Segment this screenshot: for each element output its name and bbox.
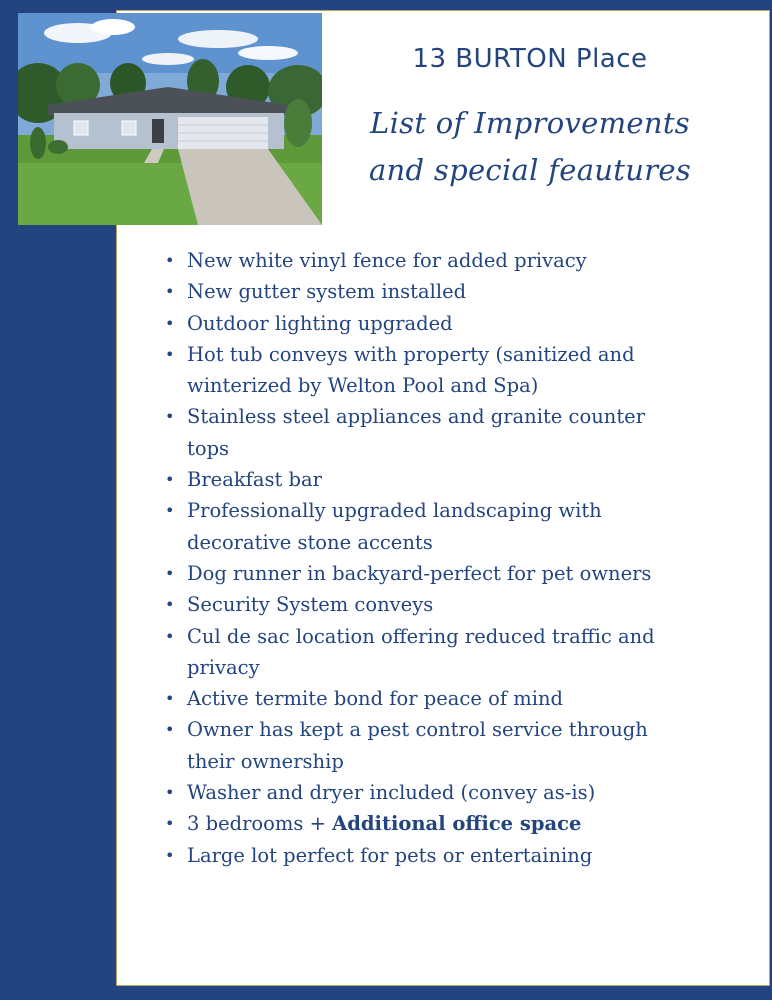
list-item: • Hot tub conveys with property (sanitized and — [187, 339, 677, 370]
bullet-icon: • — [165, 845, 175, 865]
list-item: • Dog runner in backyard-perfect for pet owners — [187, 558, 677, 589]
house-photo-icon — [18, 13, 322, 225]
bullet-icon: • — [165, 344, 175, 364]
subtitle-line-1: List of Improvements — [370, 106, 690, 140]
property-address: 13 BURTON Place — [412, 44, 648, 74]
list-item: • Owner has kept a pest control service through — [187, 714, 677, 745]
list-item: • New gutter system installed — [187, 276, 677, 307]
house-exterior-image — [18, 13, 322, 225]
bullet-icon: • — [165, 251, 175, 270]
bullet-icon: • — [165, 689, 175, 709]
list-item: • New white vinyl fence for added privacy — [187, 245, 677, 276]
list-item-continuation: privacy — [187, 655, 260, 679]
list-item: • Large lot perfect for pets or entertaining — [187, 840, 677, 871]
list-item: • Washer and dryer included (convey as-is) — [187, 777, 677, 808]
bullet-icon: • — [165, 470, 175, 490]
list-item: • Active termite bond for peace of mind — [187, 683, 677, 714]
bullet-icon: • — [165, 563, 175, 583]
bullet-icon: • — [165, 595, 175, 615]
bullet-icon: • — [165, 313, 175, 333]
list-item-continuation: their ownership — [187, 749, 344, 773]
feature-list — [165, 245, 677, 871]
list-item: • Professionally upgraded landscaping with — [187, 495, 677, 526]
list-item: • Stainless steel appliances and granite counter — [187, 401, 677, 432]
list-item-continuation: winterized by Welton Pool and Spa) — [187, 374, 539, 398]
list-item: • Breakfast bar — [187, 464, 677, 495]
list-item: • Security System conveys — [187, 589, 677, 620]
bullet-icon: • — [165, 720, 175, 740]
bullet-icon: • — [165, 407, 175, 427]
list-item-continuation: decorative stone accents — [187, 530, 433, 554]
subtitle-line-2: and special feautures — [368, 153, 692, 187]
bullet-icon: • — [165, 626, 175, 646]
bold-highlight: Additional office space — [332, 812, 582, 836]
list-item: • Outdoor lighting upgraded — [187, 308, 677, 339]
list-item: • 3 bedrooms + Additional office space — [187, 808, 677, 839]
bullet-icon: • — [165, 282, 175, 302]
list-item: • Cul de sac location offering reduced traffic and — [187, 621, 677, 652]
bullet-icon: • — [165, 501, 175, 521]
list-item-continuation: tops — [187, 436, 230, 460]
bullet-icon: • — [165, 783, 175, 803]
bullet-icon: • — [165, 814, 175, 834]
